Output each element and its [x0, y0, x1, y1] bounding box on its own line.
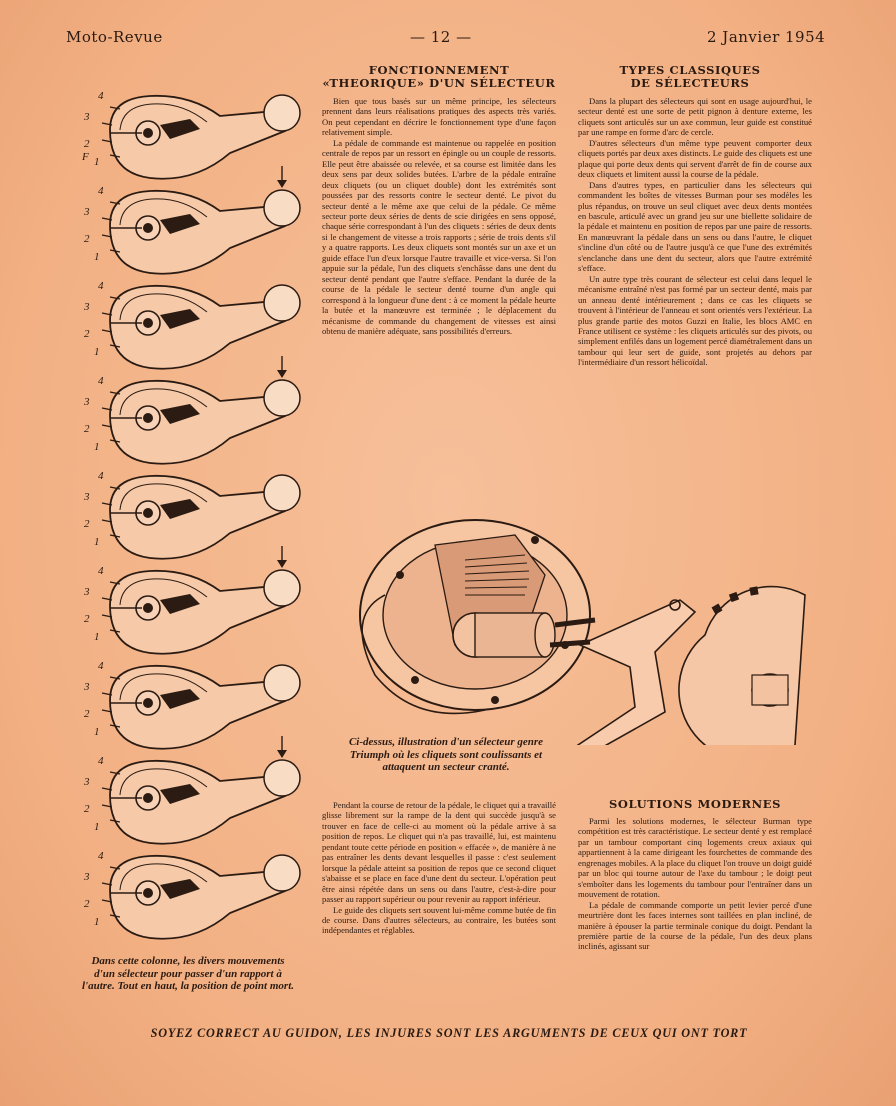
- gear-number-label: 3: [84, 871, 90, 883]
- gear-number-label: 4: [98, 470, 104, 482]
- triumph-selector-illustration: [325, 505, 815, 745]
- gear-number-label: 3: [84, 206, 90, 218]
- gear-number-label: 1: [94, 536, 100, 548]
- pedal-knob: [264, 475, 300, 511]
- center-paragraph: Bien que tous basés sur un même principe, les sélecteurs prennent dans leurs réalisations pratiques des aspects très variés. On peut cependant en décrire le fonctionnement type d'une façon relativement simple.: [322, 96, 556, 138]
- arrow-head: [277, 560, 287, 568]
- right-title: [570, 64, 810, 90]
- arrow-head: [277, 750, 287, 758]
- gear-number-label: 2: [84, 898, 90, 910]
- gear-number-label: 2: [84, 233, 90, 245]
- gear-number-label: 2: [84, 708, 90, 720]
- center-bottom-text: [322, 800, 556, 936]
- gear-number-label: 3: [84, 776, 90, 788]
- selector-stage-diagram: [83, 660, 300, 749]
- pivot-hub: [143, 223, 153, 233]
- gear-number-label: 4: [98, 90, 104, 102]
- magazine-name: Moto-Revue: [66, 28, 163, 46]
- gear-number-label: 4: [98, 185, 104, 197]
- gear-number-label: 3: [84, 111, 90, 123]
- right-bottom-paragraph: Parmi les solutions modernes, le sélecteur Burman type compétition est très caractéristique. Le secteur denté y est remplacé par un tambour comportant cinq logements creux axiaux qui appartiennent à la came dirigeant les fourchettes de commande des engrenages mobiles. A la place du cliquet l'on trouve un doigt guidé par un bloc qui tourne autour de l'axe du tambour ; le doigt peut s'emboîter dans les logements du tambour pour l'entraîner dans un mouvement de rotation.: [578, 816, 812, 900]
- center-bottom-paragraph: Le guide des cliquets sert souvent lui-même comme butée de fin de course. Dans d'autres sélecteurs, au contraire, les butées sont indépendantes et réglables.: [322, 904, 556, 936]
- pivot-hub: [143, 318, 153, 328]
- gear-number-label: 2: [84, 518, 90, 530]
- pivot-hub: [143, 603, 153, 613]
- right-article-text: [578, 96, 812, 368]
- selector-stage-diagram: [83, 280, 300, 369]
- gear-number-label: 1: [94, 916, 100, 928]
- selector-stage-diagram: [83, 470, 300, 559]
- solutions-title: SOLUTIONS MODERNES: [608, 797, 781, 811]
- pedal-knob: [264, 760, 300, 796]
- page-number: — 12 —: [410, 28, 472, 46]
- selector-stage-diagram: [83, 736, 300, 844]
- right-title-line2: DE SÉLECTEURS: [630, 76, 750, 90]
- pedal-knob: [264, 570, 300, 606]
- center-bottom-paragraph: Pendant la course de retour de la pédale, le cliquet qui a travaillé glisse librement sur la rampe de la dent qui succède jusqu'à se trouver en face de celle-ci au moment où la pédale arrive à sa position de repos. Le cliquet qui n'a pas travaillé, lui, est maintenu pendant toute cette période en position « effacée », de manière à ne pas entraîner les dents devant lesquelles il passe : c'est seulement lorsque la pédale atteint sa position de repos que ce second cliquet s'abaisse et se place en face d'une dent du secteur. L'opération peut être ainsi répétée dans un sens ou dans l'autre, c'est-à-dire pour passer au rapport supérieur ou pour revenir au rapport inférieur.: [322, 800, 556, 905]
- selector-stage-diagram: [83, 356, 300, 464]
- pedal-knob: [264, 665, 300, 701]
- issue-date: 2 Janvier 1954: [707, 28, 826, 46]
- right-paragraph: Dans d'autres types, en particulier dans les sélecteurs qui commandent les boîtes de vitesses Burman pour ses modèles les plus répandus, on trouve un seul cliquet avec deux dents montées en bascule, articulé avec un grand jeu sur une biellette solidaire de la pédale et maintenu en position de repos par une paire de ressorts. En manœuvrant la pédale dans un sens ou dans l'autre, le cliquet s'incline d'un côté ou de l'autre jusqu'à ce que l'une des extrémités s'enclanche dans une dent du secteur, alors que l'autre extrémité s'efface.: [578, 179, 812, 274]
- right-paragraph: D'autres sélecteurs d'un même type peuvent comporter deux cliquets portés par deux axes distincts. Le guide des cliquets est une plaque qui porte deux dents qui servent d'arrêt de fin de course aux deux cliquets et limitent aussi la course de la pédale.: [578, 137, 812, 180]
- gear-number-label: 1: [94, 346, 100, 358]
- gear-number-label: 1: [94, 251, 100, 263]
- pedal-knob: [264, 95, 300, 131]
- selector-stage-diagram: [83, 166, 300, 274]
- gear-number-label: 4: [98, 565, 104, 577]
- pedal-knob: [264, 285, 300, 321]
- pivot-hub: [143, 508, 153, 518]
- selector-stage-diagram: [83, 850, 300, 939]
- gear-number-label: 2: [84, 138, 90, 150]
- gear-number-label: 2: [84, 613, 90, 625]
- center-title: [320, 64, 558, 90]
- selector-diagrams: [80, 85, 310, 945]
- right-bottom-text: [578, 816, 812, 952]
- center-paragraph: La pédale de commande est maintenue ou rappelée en position centrale de repos par un ressort en épingle ou un couple de ressorts. Elle peut être abaissée ou relevée, et sa course est limitée dans les deux sens par deux solides butées. L'arbre de la pédale entraîne deux cliquets (ou un cliquet double) dont les extrémités sont poussées par des ressorts contre le secteur denté. Le pivot du secteur denté a le même axe que celui de la pédale. Ce même secteur porte deux séries de dents de scie dirigées en sens opposé, chaque série correspondant à l'un des cliquets : séries de deux dents si le changement de vitesse a trois rapports ; série de trois dents s'il y a quatre rapports. Les deux cliquets sont montés sur un axe et un guide efface l'un d'eux lorsque l'autre travaille et vice-versa. Si l'on appuie sur la pédale, l'un des cliquets s'enchâsse dans une dent du secteur denté pendant que l'autre s'efface. Pendant la durée de la course de la pédale le secteur denté tourne d'un angle qui correspond à la longueur d'une dent : à ce moment la pédale heurte la butée et la manœuvre est terminée ; le déplacement du mécanisme de commande du changement de vitesses est ainsi obtenu de manière adéquate, sans possibilités d'erreurs.: [322, 137, 556, 336]
- gear-number-label: 4: [98, 660, 104, 672]
- pedal-knob: [264, 190, 300, 226]
- gear-number-label: 3: [84, 396, 90, 408]
- gear-number-label: 1: [94, 631, 100, 643]
- gear-number-label: 3: [84, 586, 90, 598]
- gear-number-label: 2: [84, 328, 90, 340]
- center-article-text: [322, 96, 556, 336]
- gear-number-label: 4: [98, 850, 104, 862]
- pivot-hub: [143, 413, 153, 423]
- right-paragraph: Un autre type très courant de sélecteur est celui dans lequel le mécanisme entraîné n'est pas formé par un secteur denté, mais par un anneau denté intérieurement ; dans ce cas les cliquets se trouvent à l'intérieur de l'anneau et sont orientés vers l'extérieur. La plus grande partie des motos Guzzi en Italie, les blocs AMC en France utilisent ce système : les cliquets articulés sur des pivots, ou simplement enfilés dans un logement percé diamétralement dans un tambour qui leur sert de guide, sont projetés au dehors par l'intermédiaire d'un ressort hélicoïdal.: [578, 273, 812, 368]
- illustration-caption: Ci-dessus, illustration d'un sélecteur genre Triumph où les cliquets sont coulissants et attaquent un secteur cranté.: [348, 736, 544, 773]
- pivot-hub: [143, 793, 153, 803]
- gear-number-label: 1: [94, 821, 100, 833]
- pivot-hub: [143, 888, 153, 898]
- pedal-knob: [264, 855, 300, 891]
- gear-number-label: 4: [98, 280, 104, 292]
- gear-number-label: 4: [98, 755, 104, 767]
- gear-number-label: 4: [98, 375, 104, 387]
- pedal-knob: [264, 380, 300, 416]
- gear-number-label: 2: [84, 423, 90, 435]
- arrow-head: [277, 370, 287, 378]
- pivot-hub: [143, 698, 153, 708]
- selector-stage-diagram: [81, 90, 300, 179]
- neutral-label: F: [82, 151, 89, 163]
- right-title-line1: TYPES CLASSIQUES: [619, 63, 761, 77]
- selector-stage-diagram: [83, 546, 300, 654]
- gear-number-label: 3: [84, 491, 90, 503]
- right-paragraph: Dans la plupart des sélecteurs qui sont en usage aujourd'hui, le secteur denté est une sorte de petit pignon à denture externe, les cliquets sont articulés sur un axe commun, leur guide est constitué par une rampe en forme d'arc de cercle.: [578, 96, 812, 138]
- gear-number-label: 1: [94, 156, 100, 168]
- gear-number-label: 1: [94, 441, 100, 453]
- gear-number-label: 3: [84, 681, 90, 693]
- left-column-caption: Dans cette colonne, les divers mouvements d'un sélecteur pour passer d'un rapport à l'autre. Tout en haut, la position de point mort.: [82, 955, 295, 992]
- arrow-head: [277, 180, 287, 188]
- footer-slogan: SOYEZ CORRECT AU GUIDON, LES INJURES SONT LES ARGUMENTS DE CEUX QUI ONT TORT: [150, 1026, 748, 1040]
- center-title-line1: FONCTIONNEMENT: [368, 63, 510, 77]
- right-bottom-paragraph: La pédale de commande comporte un petit levier percé d'une meurtrière dont les faces internes sont taillées en plan incliné, de manière à épouser la partie terminale conique du doigt. Pendant la première partie de la course de la pédale, l'un des deux plans inclinés, agissant sur: [578, 899, 812, 952]
- center-title-line2: «THEORIQUE» D'UN SÉLECTEUR: [322, 76, 556, 90]
- gear-number-label: 3: [84, 301, 90, 313]
- pivot-hub: [143, 128, 153, 138]
- gear-number-label: 2: [84, 803, 90, 815]
- gear-number-label: 1: [94, 726, 100, 738]
